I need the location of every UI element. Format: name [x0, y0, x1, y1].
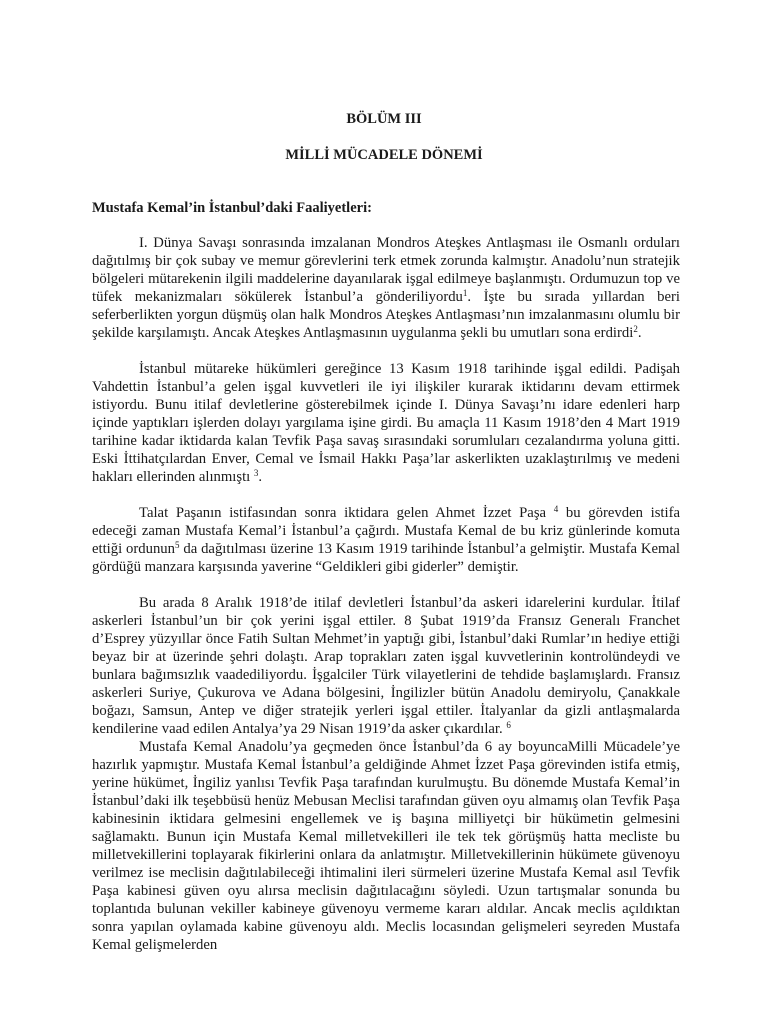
- footnote-ref-5[interactable]: 5: [175, 540, 180, 550]
- paragraph-1: I. Dünya Savaşı sonrasında imzalanan Mondros Ateşkes Antlaşması ile Osmanlı orduları dağıtılmış bir çok subay ve memur görevlerini terk etmek zorunda kalmıştır. Anadolu’nun stratejik bölgeleri mütarekenin ilgili maddelerine dayanılarak işgal edilmeye başlanmıştı. Ordumuzun top ve tüfek mekanizmaları sökülerek İstanbul’a gönderiliyordu$^1$. İşte bu sırada yıllardan beri seferberlikten yorgun düşmüş olan halk Mondros Ateşkes Antlaşması’nın imzalanmasını olumlu bir şekilde karşılamıştı. Ancak Ateşkes Antlaşmasının uygulanma şekli bu umutları sona erdirdi$^2$.: [92, 235, 680, 341]
- paragraph-3: Talat Paşanın istifasından sonra iktidara gelen Ahmet İzzet Paşa $^4$ bu görevden istifa edeceği zaman Mustafa Kemal’i İstanbul’a çağırdı. Mustafa Kemal de bu kriz günlerinde komuta ettiği ordunun$^5$ da dağıtılması üzerine 13 Kasım 1919 tarihinde İstanbul’a gelmiştir. Mustafa Kemal gördüğü manzara karşısında yaverine “Geldikleri gibi giderler” demiştir.: [92, 504, 680, 575]
- paragraph-2: İstanbul mütareke hükümleri gereğince 13 Kasım 1918 tarihinde işgal edildi. Padişah Vahdettin İstanbul’a gelen işgal kuvvetleri ile iyi ilişkiler kurarak iktidarını devam ettirmek istiyordu. Bunu itilaf devletlerine gösterebilmek içinde I. Dünya Savaşı’nı idare edenleri harp içinde yaptıkları işlerden dolayı yargılama işine girdi. Bu amaçla 11 Kasım 1918’den 4 Mart 1919 tarihine kadar iktidarda kalan Tevfik Paşa savaş sırasındaki sorumluları cezalandırma yoluna gitti. Eski İttihatçılardan Enver, Cemal ve İsmail Hakkı Paşa’lar askerlikten uzaklaştırılmış ve medeni hakları ellerinden alınmıştı $^3$.: [92, 361, 680, 485]
- footnote-ref-6[interactable]: 6: [506, 720, 511, 730]
- chapter-label: BÖLÜM III: [346, 111, 422, 127]
- footnote-ref-1[interactable]: 1: [462, 288, 468, 298]
- footnote-ref-2[interactable]: 2: [633, 324, 638, 334]
- footnote-ref-3[interactable]: 3: [253, 468, 259, 478]
- paragraph-4: Bu arada 8 Aralık 1918’de itilaf devletleri İstanbul’da askeri idarelerini kurdular. İtilaf askerleri İstanbul’un bir çok yerini işgal ettiler. 8 Şubat 1919’da Fransız Generalı Franchet d’Esprey yüzyıllar önce Fatih Sultan Mehmet’in yaptığı gibi, İstanbul’daki Rumlar’ın hediye ettiği beyaz bir at üzerinde şehri dolaştı. Arap toprakları zaten işgal kuvvetlerinin kontrolündeydi ve bunlara bağımsızlık vaadediliyordu. İşgalciler Türk vilayetlerini de tehdide başlamışlardı. Fransız askerleri Suriye, Çukurova ve Adana bölgesini, İngilizler bütün Anadolu demiryolu, Çanakkale boğazı, Samsun, Antep ve diğer stratejik yerleri işgal ettiler. İtalyanlar da gizli antlaşmalarda kendilerine vaad edilen Antalya’ya 29 Nisan 1919’da asker çıkardılar. $^6$: [92, 595, 680, 737]
- section-heading: Mustafa Kemal’in İstanbul’daki Faaliyetleri:: [92, 200, 372, 216]
- chapter-title: MİLLİ MÜCADELE DÖNEMİ: [285, 147, 483, 163]
- body-text: [92, 234, 680, 954]
- paragraph-5: Mustafa Kemal Anadolu’ya geçmeden önce İstanbul’da 6 ay boyuncaMilli Mücadele’ye hazırlık yapmıştır. Mustafa Kemal İstanbul’a geldiğinde Ahmet İzzet Paşa görevinden istifa etmiş, yerine hükümet, İngiliz yanlısı Tevfik Paşa tarafından kurulmuştu. Bu dönemde Mustafa Kemal’in İstanbul’daki ilk teşebbüsü henüz Mebusan Meclisi tarafından güven oyu almamış olan Tevfik Paşa kabinesinin iktidara gelmesini engellemek ve iş başına milliyetçi bir hükümetin gelmesini sağlamaktı. Bunun için Mustafa Kemal milletvekilleri ile tek tek görüşmüş hatta mecliste bu milletvekillerini toplayarak fikirlerini onlara da anlatmıştır. Milletvekillerinin hükümete güvenoyu verilmez ise meclisin dağıtılabileceği ihtimalini ileri sürmeleri üzerine Mustafa Kemal asıl Tevfik Paşa kabinesi güven oyu alırsa meclisin dağıtılacağını söyledi. Uzun tartışmalar sonunda bu toplantıda bulunan vekiller kabineye güvenoyu vermeme kararı aldılar. Ancak meclis açıldıktan sonra yapılan oylamada kabine güvenoyu aldı. Meclis locasından gelişmeleri seyreden Mustafa Kemal gelişmelerden: [92, 739, 680, 953]
- footnote-ref-4[interactable]: 4: [553, 504, 559, 514]
